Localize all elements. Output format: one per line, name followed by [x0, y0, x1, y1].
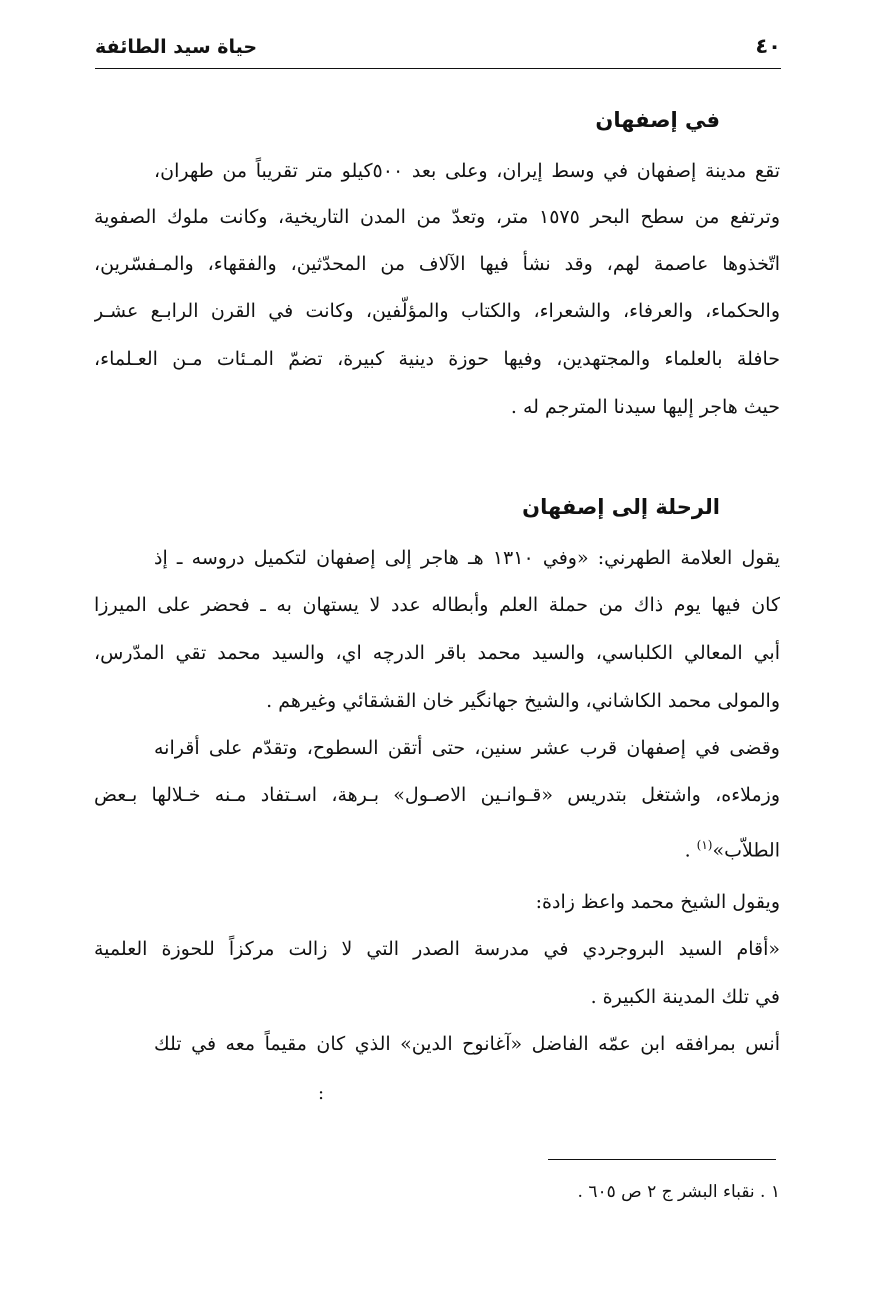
footnote: ١ . نقباء البشر ج ٢ ص ٦٠٥ . [577, 1182, 780, 1202]
paragraph-text: الطلاّب» [712, 839, 780, 862]
page-number: ٤٠ [755, 34, 781, 58]
paragraph-line: كان فيها يوم ذاك من حملة العلم وأبطاله عدد لا يستهان به ـ فحضر على الميرزا [94, 594, 780, 616]
paragraph-line: أنس بمرافقه ابن عمّه الفاضل «آغانوح الدين» الذي كان مقيماً معه في تلك [154, 1033, 780, 1055]
paragraph-line: في تلك المدينة الكبيرة . [590, 986, 780, 1008]
footnote-reference: (١) [696, 838, 713, 852]
paragraph-line: وترتفع من سطح البحر ١٥٧٥ متر، وتعدّ من المدن التاريخية، وكانت ملوك الصفوية [94, 206, 780, 228]
header-title: حياة سيد الطائفة [95, 36, 258, 58]
paragraph-line: وزملاءه، واشتغل بتدريس «قـوانـين الاصـول» بـرهة، اسـتفاد مـنه خـلالها بـعض [94, 784, 780, 806]
section-heading-isfahan: في إصفهان [595, 108, 720, 132]
paragraph-line: والمولى محمد الكاشاني، والشيخ جهانگير خان القشقائي وغيرهم . [266, 690, 780, 712]
paragraph-line: أبي المعالي الكلباسي، والسيد محمد باقر الدرچه اي، والسيد محمد تقي المدّرس، [94, 642, 780, 664]
paragraph-line: والحكماء، والعرفاء، والشعراء، والكتاب والمؤلّفين، وكانت في القرن الرابـع عشـر [94, 300, 780, 322]
paragraph-line: وقضى في إصفهان قرب عشر سنين، حتى أتقن السطوح، وتقدّم على أقرانه [154, 737, 780, 759]
paragraph-line [94, 828, 780, 862]
running-header [95, 28, 781, 69]
paragraph-line: «أقام السيد البروجردي في مدرسة الصدر التي لا زالت مركزاً للحوزة العلمية [94, 938, 780, 960]
paragraph-line: حافلة بالعلماء والمجتهدين، وفيها حوزة دينية كبيرة، تضمّ المـئات مـن العـلماء، [94, 348, 780, 370]
stray-colon-mark: : [318, 1083, 325, 1104]
paragraph-line: يقول العلامة الطهرني: «وفي ١٣١٠ هـ هاجر إلى إصفهان لتكميل دروسه ـ إذ [154, 547, 780, 569]
paragraph-line: اتّخذوها عاصمة لهم، وقد نشأ فيها الآلاف من المحدّثين، والفقهاء، والمـفسّرين، [94, 253, 780, 275]
paragraph-text: . [684, 839, 697, 862]
paragraph-line: حيث هاجر إليها سيدنا المترجم له . [510, 396, 780, 418]
paragraph-line: ويقول الشيخ محمد واعظ زادة: [535, 891, 780, 913]
paragraph-line: تقع مدينة إصفهان في وسط إيران، وعلى بعد ٥٠٠كيلو متر تقريباً من طهران، [154, 160, 780, 182]
section-heading-journey: الرحلة إلى إصفهان [522, 495, 720, 519]
footnote-divider [548, 1159, 776, 1160]
